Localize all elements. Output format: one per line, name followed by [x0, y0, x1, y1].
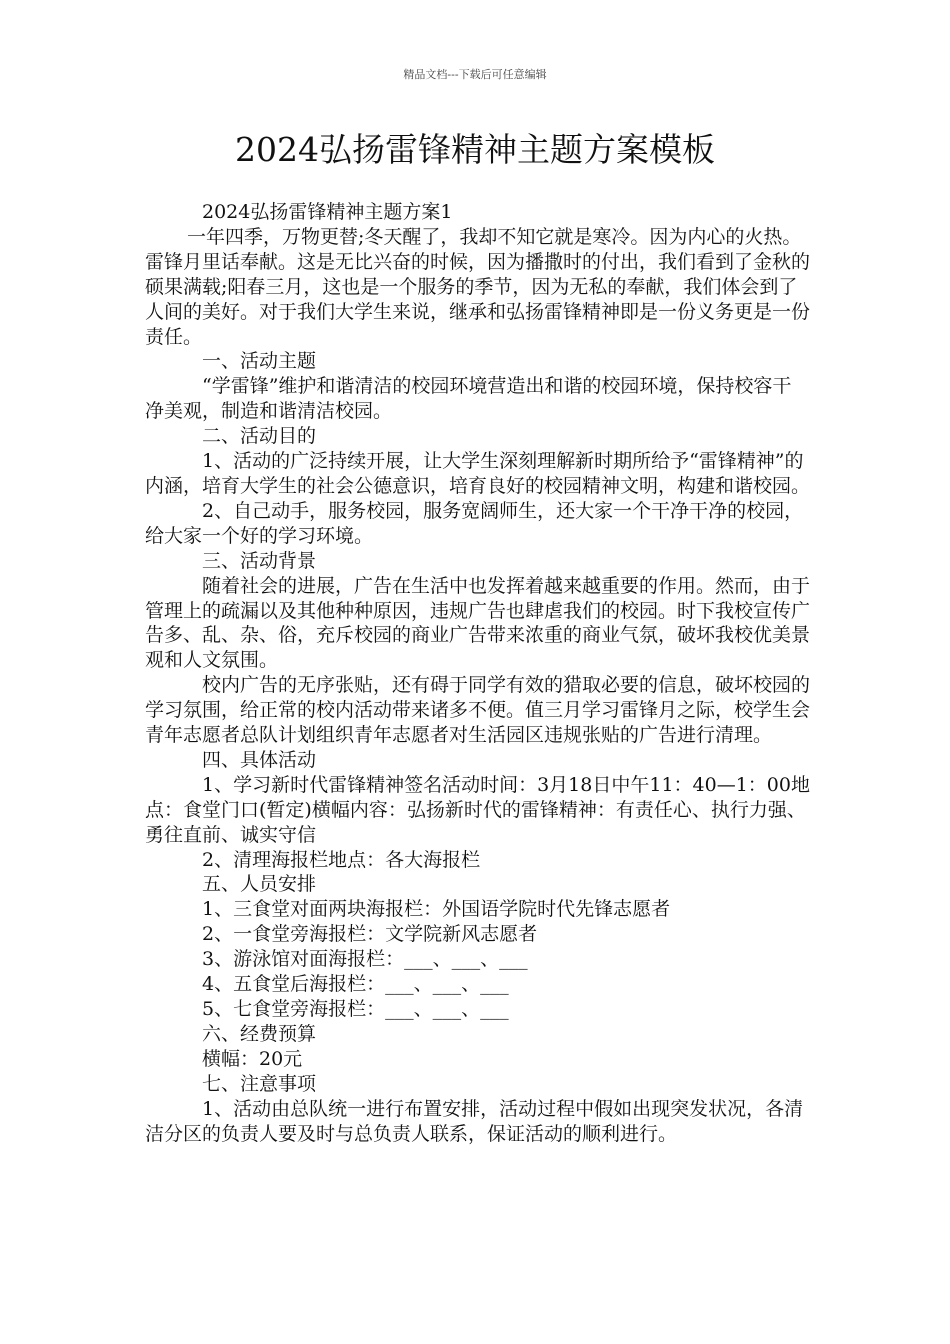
paragraph: 1、活动由总队统一进行布置安排，活动过程中假如出现突发状况，各清洁分区的负责人要及时与总负责人联系，保证活动的顺利进行。 — [145, 1097, 804, 1145]
paragraph: 1、活动的广泛持续开展，让大学生深刻理解新时期所给予“雷锋精神”的内涵，培育大学生的社会公德意识，培育良好的校园精神文明，构建和谐校园。 — [145, 450, 811, 497]
paragraph: 四、具体活动 — [202, 748, 317, 771]
paragraph: 4、五食堂后海报栏：___、___、___ — [202, 973, 509, 996]
paragraph: 二、活动目的 — [202, 425, 317, 448]
paragraph: 校内广告的无序张贴，还有碍于同学有效的猎取必要的信息，破坏校园的学习氛围，给正常的校内活动带来诸多不便。值三月学习雷锋月之际，校学生会青年志愿者总队计划组织青年志愿者对生活园区违规张贴的广告进行清理。 — [145, 674, 811, 747]
paragraph: 一年四季，万物更替;冬天醒了，我却不知它就是寒冷。因为内心的火热。雷锋月里话奉献。这是无比兴奋的时候，因为播撒时的付出，我们看到了金秋的硕果满载;阳春三月，这也是一个服务的季节，因为无私的奉献，我们体会到了人间的美好。对于我们大学生来说，继承和弘扬雷锋精神即是一份义务更是一份责任。 — [145, 225, 811, 348]
page-header-note: 精品文档---下载后可任意编辑 — [403, 68, 547, 81]
paragraph: 2、自己动手，服务校园，服务宽阔师生，还大家一个干净干净的校园，给大家一个好的学习环境。 — [145, 499, 804, 547]
paragraph: “学雷锋”维护和谐清洁的校园环境营造出和谐的校园环境，保持校容干净美观，制造和谐清洁校园。 — [145, 375, 792, 423]
paragraph: 1、学习新时代雷锋精神签名活动时间：3月18日中午11：40—1：00地点：食堂门口(暂定)横幅内容：弘扬新时代的雷锋精神：有责任心、执行力强、勇往直前、诚实守信 — [145, 773, 810, 846]
paragraph: 3、游泳馆对面海报栏：___、___、___ — [202, 948, 528, 971]
paragraph: 1、三食堂对面两块海报栏：外国语学院时代先锋志愿者 — [202, 898, 671, 921]
paragraph: 一、活动主题 — [202, 350, 317, 373]
paragraph: 横幅：20元 — [202, 1047, 303, 1070]
paragraph: 六、经费预算 — [202, 1022, 317, 1045]
paragraph: 5、七食堂旁海报栏：___、___、___ — [202, 998, 509, 1020]
paragraph: 五、人员安排 — [202, 873, 317, 896]
paragraph: 随着社会的进展，广告在生活中也发挥着越来越重要的作用。然而，由于管理上的疏漏以及其他种种原因，违规广告也肆虐我们的校园。时下我校宣传广告多、乱、杂、俗，充斥校园的商业广告带来浓重的商业气氛，破坏我校优美景观和人文氛围。 — [145, 574, 811, 672]
paragraph: 2、一食堂旁海报栏：文学院新风志愿者 — [202, 923, 538, 946]
paragraph: 三、活动背景 — [202, 549, 317, 572]
paragraph: 七、注意事项 — [202, 1072, 317, 1095]
document-title: 2024弘扬雷锋精神主题方案模板 — [235, 130, 715, 169]
paragraph: 2024弘扬雷锋精神主题方案1 — [202, 201, 453, 223]
document-body — [145, 200, 810, 1146]
paragraph: 2、清理海报栏地点：各大海报栏 — [202, 848, 481, 871]
